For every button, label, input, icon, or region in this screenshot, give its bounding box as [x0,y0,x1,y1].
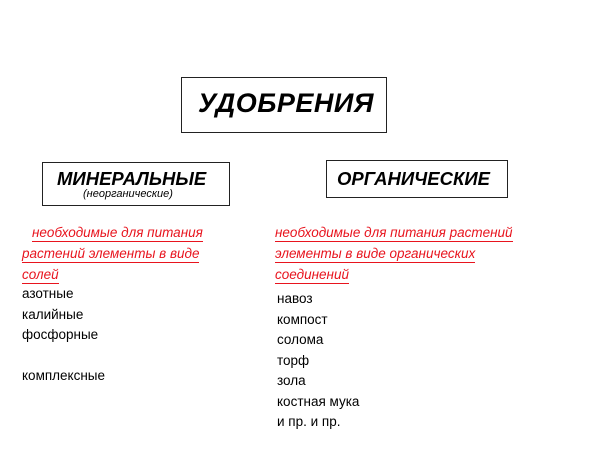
list-item: калийные [22,306,84,322]
mineral-box [42,162,230,206]
organic-description-line: необходимые для питания растений [275,225,513,240]
mineral-description-line: растений элементы в виде [22,246,200,261]
list-item: комплексные [22,368,106,383]
mineral-list [22,284,105,387]
list-item: компост [277,311,328,327]
title-box [181,77,387,133]
mineral-title: МИНЕРАЛЬНЫЕ [57,168,207,189]
list-item: костная мука [277,393,360,409]
list-item: зола [277,373,306,388]
organic-description-line: элементы в виде органических [275,246,476,261]
list-item: солома [277,332,324,347]
list-item: фосфорные [22,327,99,342]
organic-list [277,289,359,433]
list-item: навоз [277,291,313,306]
organic-title: ОРГАНИЧЕСКИЕ [337,168,490,189]
organic-box [326,160,508,198]
mineral-subtitle: (неорганические) [83,188,173,200]
organic-description-line: соединений [275,267,349,282]
mineral-description-line: солей [22,267,59,282]
mineral-description [22,222,203,285]
diagram-title: УДОБРЕНИЯ [198,88,374,118]
list-item: торф [277,352,310,368]
mineral-description-line: необходимые для питания [32,225,203,240]
organic-description [275,222,513,285]
list-item: и пр. и пр. [277,414,341,429]
list-item: азотные [22,286,74,301]
